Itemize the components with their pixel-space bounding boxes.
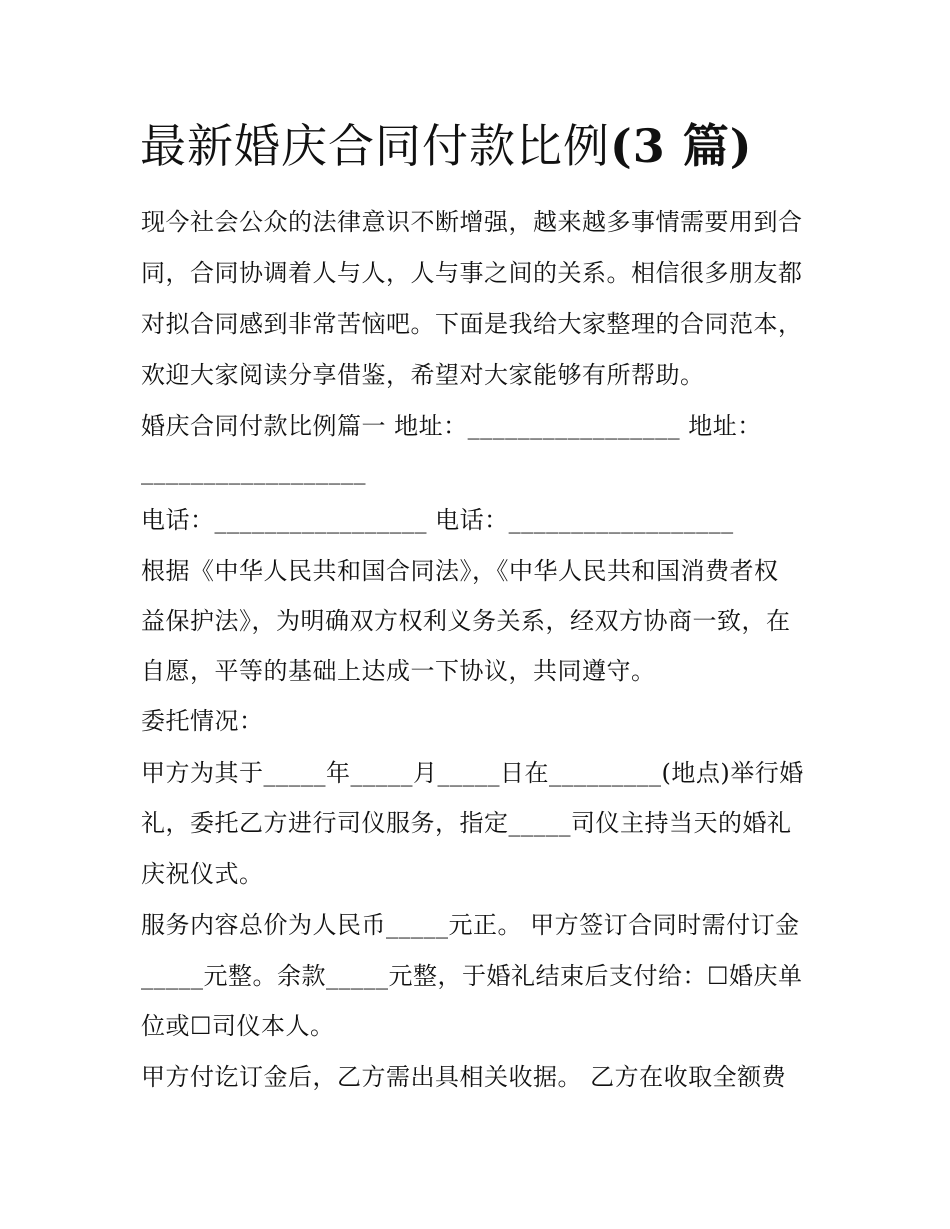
payment-line-2: _____元整。余款_____元整，于婚礼结束后支付给：☐婚庆单 [141, 962, 803, 990]
payment-line-1: 服务内容总价为人民币_____元正。 甲方签订合同时需付订金 [141, 911, 800, 939]
document-title [140, 114, 753, 178]
receipt-line: 甲方付讫订金后，乙方需出具相关收据。 乙方在收取全额费 [141, 1063, 787, 1091]
title-main: 最新婚庆合同付款比例 [140, 119, 610, 173]
phone-line: 电话：_________________ 电话：__________________ [141, 506, 734, 534]
commission-line-2: 礼，委托乙方进行司仪服务，指定_____司仪主持当天的婚礼 [141, 809, 792, 837]
payment-line-3: 位或☐司仪本人。 [141, 1012, 335, 1040]
address-line: 婚庆合同付款比例篇一 地址：_________________ 地址： [141, 412, 762, 440]
basis-line-3: 自愿，平等的基础上达成一下协议，共同遵守。 [141, 657, 656, 685]
commission-line-3: 庆祝仪式。 [141, 860, 264, 888]
title-count: (3 篇) [610, 119, 753, 173]
basis-line-1: 根据《中华人民共和国合同法》，《中华人民共和国消费者权 [141, 557, 779, 585]
intro-line-4: 欢迎大家阅读分享借鉴，希望对大家能够有所帮助。 [141, 361, 705, 389]
intro-line-1: 现今社会公众的法律意识不断增强，越来越多事情需要用到合 [141, 208, 803, 236]
address-blank-line: __________________ [141, 457, 366, 485]
commission-line-1: 甲方为其于_____年_____月_____日在_________(地点)举行婚 [141, 759, 804, 787]
basis-line-2: 益保护法》，为明确双方权利义务关系，经双方协商一致，在 [141, 607, 791, 635]
intro-line-2: 同，合同协调着人与人，人与事之间的关系。相信很多朋友都 [141, 259, 803, 287]
intro-line-3: 对拟合同感到非常苦恼吧。下面是我给大家整理的合同范本， [141, 310, 803, 338]
section-heading: 委托情况： [141, 707, 264, 735]
